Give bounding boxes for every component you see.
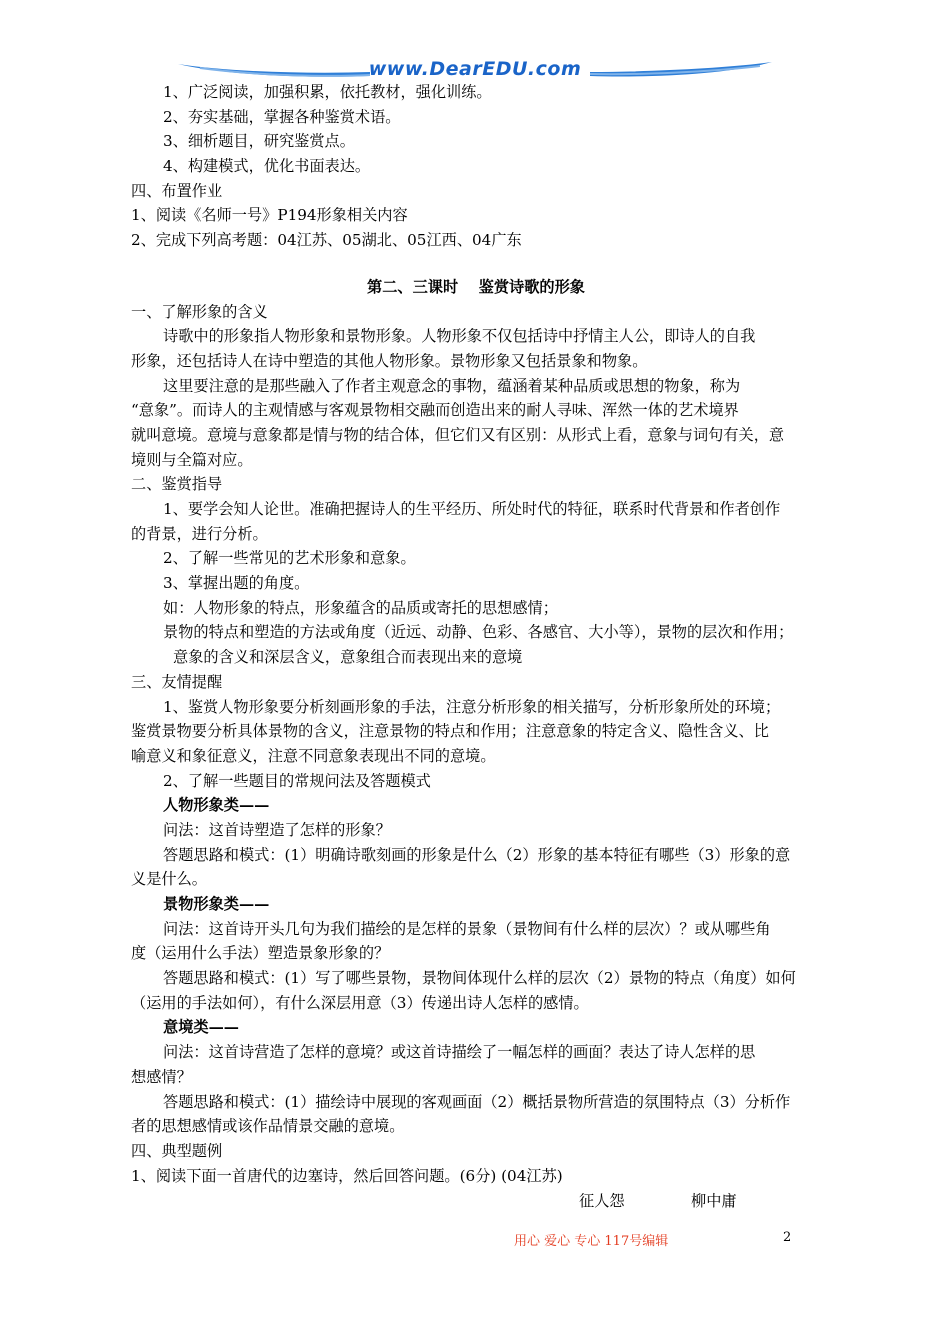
text-line: 人物形象类——	[163, 796, 270, 815]
text-line: 答题思路和模式：(1）写了哪些景物，景物间体现什么样的层次（2）景物的特点（角度）如何	[163, 969, 796, 988]
text-line: 这里要注意的是那些融入了作者主观意念的事物，蕴涵着某种品质或思想的物象，称为	[163, 376, 741, 395]
text-line: 意象的含义和深层含义，意象组合而表现出来的意境	[173, 648, 523, 667]
text-line: 问法：这首诗塑造了怎样的形象？	[163, 820, 391, 839]
text-line: 4、构建模式，优化书面表达。	[163, 157, 371, 176]
text-line: 义是什么。	[131, 870, 207, 889]
text-line: 四、典型题例	[131, 1141, 223, 1160]
text-line: 3、掌握出题的角度。	[163, 574, 310, 593]
poem-heading	[131, 1188, 821, 1214]
text-line: 1、鉴赏人物形象要分析刻画形象的手法，注意分析形象的相关描写，分析形象所处的环境；	[163, 697, 781, 716]
lesson-content	[131, 300, 821, 1189]
text-line: 鉴赏景物要分析具体景物的含义，注意景物的特点和作用；注意意象的特定含义、隐性含义、比	[131, 722, 769, 741]
text-line: 二、鉴赏指导	[131, 475, 223, 494]
text-line: 形象，还包括诗人在诗中塑造的其他人物形象。景物形象又包括景象和物象。	[131, 351, 648, 370]
plan-list	[131, 80, 821, 253]
text-line: 1、阅读《名师一号》P194形象相关内容	[131, 206, 408, 225]
text-line: 四、布置作业	[131, 181, 223, 200]
text-line: 喻意义和象征意义，注意不同意象表现出不同的意境。	[131, 746, 496, 765]
text-line: 2、了解一些常见的艺术形象和意象。	[163, 549, 416, 568]
text-line: 三、友情提醒	[131, 672, 223, 691]
text-line: “意象”。而诗人的主观情感与客观景物相交融而创造出来的耐人寻味、浑然一体的艺术境界	[131, 401, 739, 420]
text-line: 景物形象类——	[163, 895, 270, 913]
text-line: 意境类——	[163, 1018, 239, 1037]
text-line: 问法：这首诗开头几句为我们描绘的是怎样的景象（景物间有什么样的层次）？或从哪些角	[163, 919, 771, 938]
section-title: 第二、三课时 鉴赏诗歌的形象	[367, 277, 585, 296]
text-line: 诗歌中的形象指人物形象和景物形象。人物形象不仅包括诗中抒情主人公，即诗人的自我	[163, 327, 756, 346]
text-line: 答题思路和模式：(1）描绘诗中展现的客观画面（2）概括景物所营造的氛围特点（3）分析作	[163, 1092, 791, 1111]
text-line: 1、要学会知人论世。准确把握诗人的生平经历、所处时代的特征，联系时代背景和作者创作	[163, 500, 781, 518]
text-line: 问法：这首诗营造了怎样的意境？或这首诗描绘了一幅怎样的画面？表达了诗人怎样的思	[163, 1043, 756, 1062]
text-line: 1、阅读下面一首唐代的边塞诗，然后回答问题。(6分) (04江苏)	[131, 1166, 563, 1185]
text-line: 一、了解形象的含义	[131, 302, 268, 321]
text-line: 如：人物形象的特点，形象蕴含的品质或寄托的思想感情；	[163, 598, 558, 617]
text-line: （运用的手法如何），有什么深层用意（3）传递出诗人怎样的感情。	[131, 993, 589, 1012]
text-line: 度（运用什么手法）塑造景象形象的？	[131, 944, 390, 963]
text-line: 者的思想感情或该作品情景交融的意境。	[131, 1117, 405, 1136]
text-line: 想感情？	[131, 1067, 192, 1086]
text-line: 境则与全篇对应。	[131, 450, 253, 469]
poem-title: 征人怨	[579, 1192, 625, 1211]
page-footer	[0, 1230, 950, 1254]
document-body	[131, 80, 821, 1214]
text-line: 景物的特点和塑造的方法或角度（近远、动静、色彩、各感官、大小等），景物的层次和作用；	[163, 623, 794, 642]
footer-text: 用心 爱心 专心 117号编辑	[514, 1234, 669, 1249]
page-number: 2	[783, 1230, 792, 1245]
text-line: 就叫意境。意境与意象都是情与物的结合体，但它们又有区别：从形式上看，意象与词句有关，意	[131, 425, 785, 444]
text-line: 1、广泛阅读，加强积累，依托教材，强化训练。	[163, 83, 492, 101]
text-line: 2、了解一些题目的常规问法及答题模式	[163, 771, 431, 790]
text-line: 3、细析题目，研究鉴赏点。	[163, 132, 355, 151]
text-line: 的背景，进行分析。	[131, 524, 268, 543]
text-line: 2、完成下列高考题：04江苏、05湖北、05江西、04广东	[131, 231, 522, 250]
text-line: 答题思路和模式：(1）明确诗歌刻画的形象是什么（2）形象的基本特征有哪些（3）形象的意	[163, 845, 791, 864]
text-line: 2、夯实基础，掌握各种鉴赏术语。	[163, 107, 401, 126]
poem-author: 柳中庸	[691, 1192, 737, 1211]
site-url[interactable]: www.DearEDU.com	[368, 58, 582, 80]
